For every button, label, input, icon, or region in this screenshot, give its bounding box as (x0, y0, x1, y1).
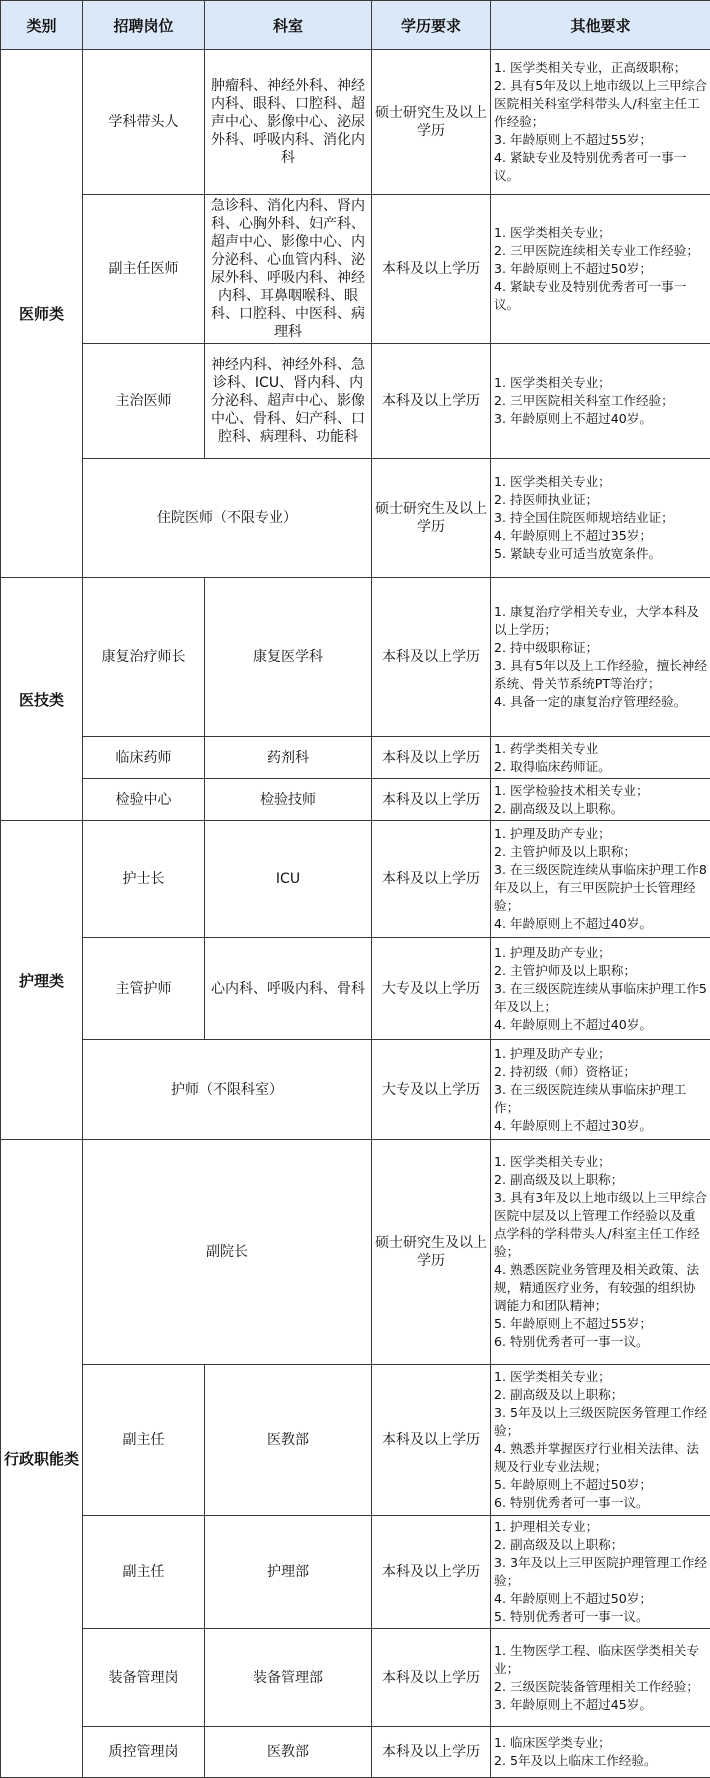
table-row (1, 459, 710, 578)
requirement-item: 1. 医学检验技术相关专业； (494, 782, 707, 800)
department-cell: 药剂科 (205, 737, 372, 779)
requirement-item: 1. 临床医学类专业； (494, 1734, 707, 1752)
position-cell: 主管护师 (83, 938, 205, 1040)
requirement-item: 1. 医学类相关专业； (494, 224, 707, 242)
position-cell: 副院长 (83, 1140, 372, 1365)
education-cell: 本科及以上学历 (372, 1365, 491, 1516)
position-cell: 住院医师（不限专业） (83, 459, 372, 578)
education-cell: 本科及以上学历 (372, 195, 491, 344)
requirement-item: 4. 紧缺专业及特别优秀者可一事一议。 (494, 278, 707, 314)
education-cell: 硕士研究生及以上学历 (372, 1140, 491, 1365)
requirement-item: 3. 持全国住院医师规培结业证； (494, 509, 707, 527)
position-cell: 副主任 (83, 1365, 205, 1516)
requirement-item: 2. 主管护师及以上职称； (494, 962, 707, 980)
education-cell: 本科及以上学历 (372, 1727, 491, 1778)
table-row (1, 779, 710, 821)
position-cell: 学科带头人 (83, 50, 205, 195)
requirement-item: 3. 具有5年以及上工作经验，擅长神经系统、骨关节系统PT等治疗； (494, 657, 707, 693)
department-cell: 康复医学科 (205, 578, 372, 737)
position-cell: 主治医师 (83, 344, 205, 459)
table-row (1, 1365, 710, 1516)
header-requirements: 其他要求 (491, 1, 710, 50)
position-cell: 护士长 (83, 821, 205, 938)
requirement-item: 5. 紧缺专业可适当放宽条件。 (494, 545, 707, 563)
requirement-item: 2. 三甲医院连续相关专业工作经验； (494, 242, 707, 260)
requirement-item: 2. 三甲医院相关科室工作经验； (494, 392, 707, 410)
requirements-cell (491, 737, 710, 779)
requirement-item: 2. 副高级及以上职称。 (494, 800, 707, 818)
header-position: 招聘岗位 (83, 1, 205, 50)
education-cell: 大专及以上学历 (372, 938, 491, 1040)
requirements-cell (491, 50, 710, 195)
requirement-item: 2. 副高级及以上职称； (494, 1536, 707, 1554)
requirements-cell (491, 1040, 710, 1140)
requirement-item: 4. 紧缺专业及特别优秀者可一事一议。 (494, 149, 707, 185)
requirement-item: 1. 护理及助产专业； (494, 944, 707, 962)
requirement-item: 4. 年龄原则上不超过35岁； (494, 527, 707, 545)
requirement-item: 4. 具备一定的康复治疗管理经验。 (494, 693, 707, 711)
category-tech: 医技类 (1, 578, 83, 821)
requirement-item: 1. 护理及助产专业； (494, 825, 707, 843)
education-cell: 硕士研究生及以上学历 (372, 50, 491, 195)
table-row (1, 344, 710, 459)
table-row (1, 1727, 710, 1778)
requirement-item: 3. 3年及以上三甲医院护理管理工作经验； (494, 1554, 707, 1590)
requirements-cell (491, 1140, 710, 1365)
education-cell: 本科及以上学历 (372, 821, 491, 938)
requirements-cell (491, 459, 710, 578)
requirements-cell (491, 779, 710, 821)
department-cell: 神经内科、神经外科、急诊科、ICU、肾内科、内分泌科、超声中心、影像中心、骨科、妇产科、口腔科、病理科、功能科 (205, 344, 372, 459)
education-cell: 本科及以上学历 (372, 779, 491, 821)
requirements-cell (491, 1516, 710, 1629)
requirement-item: 1. 医学类相关专业，正高级职称； (494, 59, 707, 77)
requirement-item: 4. 年龄原则上不超过30岁。 (494, 1117, 707, 1135)
table-row (1, 50, 710, 195)
header-row (1, 1, 710, 50)
requirement-item: 2. 副高级及以上职称； (494, 1171, 707, 1189)
position-cell: 检验中心 (83, 779, 205, 821)
requirements-cell (491, 821, 710, 938)
requirement-item: 1. 护理相关专业； (494, 1518, 707, 1536)
requirement-item: 4. 熟悉并掌握医疗行业相关法律、法规及行业专业法规； (494, 1440, 707, 1476)
requirements-cell (491, 578, 710, 737)
education-cell: 本科及以上学历 (372, 1516, 491, 1629)
department-cell: 装备管理部 (205, 1629, 372, 1727)
requirement-item: 5. 年龄原则上不超过55岁； (494, 1315, 707, 1333)
department-cell: 医教部 (205, 1365, 372, 1516)
requirement-item: 2. 副高级及以上职称； (494, 1386, 707, 1404)
requirement-item: 3. 在三级医院连续从事临床护理工作； (494, 1081, 707, 1117)
requirement-item: 1. 护理及助产专业； (494, 1045, 707, 1063)
header-education: 学历要求 (372, 1, 491, 50)
requirement-item: 5. 年龄原则上不超过50岁； (494, 1476, 707, 1494)
requirements-cell (491, 344, 710, 459)
category-doctor: 医师类 (1, 50, 83, 578)
requirement-item: 5. 特别优秀者可一事一议。 (494, 1608, 707, 1626)
requirement-item: 3. 在三级医院连续从事临床护理工作5年及以上； (494, 980, 707, 1016)
table-row (1, 938, 710, 1040)
requirement-item: 2. 持中级职称证； (494, 639, 707, 657)
table-row (1, 578, 710, 737)
requirement-item: 6. 特别优秀者可一事一议。 (494, 1333, 707, 1351)
category-admin: 行政职能类 (1, 1140, 83, 1778)
table-row (1, 1040, 710, 1140)
position-cell: 康复治疗师长 (83, 578, 205, 737)
position-cell: 临床药师 (83, 737, 205, 779)
requirement-item: 2. 5年及以上临床工作经验。 (494, 1752, 707, 1770)
department-cell: ICU (205, 821, 372, 938)
requirement-item: 2. 取得临床药师证。 (494, 758, 707, 776)
requirement-item: 1. 医学类相关专业； (494, 1368, 707, 1386)
requirement-item: 2. 具有5年及以上地市级以上三甲综合医院相关科室学科带头人/科室主任工作经验； (494, 77, 707, 131)
requirement-item: 3. 年龄原则上不超过45岁。 (494, 1696, 707, 1714)
requirement-item: 6. 特别优秀者可一事一议。 (494, 1494, 707, 1512)
requirements-cell (491, 1365, 710, 1516)
requirement-item: 2. 持医师执业证； (494, 491, 707, 509)
education-cell: 硕士研究生及以上学历 (372, 459, 491, 578)
requirement-item: 3. 年龄原则上不超过55岁； (494, 131, 707, 149)
position-cell: 装备管理岗 (83, 1629, 205, 1727)
header-category: 类别 (1, 1, 83, 50)
department-cell: 护理部 (205, 1516, 372, 1629)
table-row (1, 821, 710, 938)
table-row (1, 1629, 710, 1727)
requirement-item: 1. 医学类相关专业； (494, 1153, 707, 1171)
requirement-item: 4. 熟悉医院业务管理及相关政策、法规，精通医疗业务，有较强的组织协调能力和团队精神； (494, 1261, 707, 1315)
table-row (1, 1516, 710, 1629)
education-cell: 本科及以上学历 (372, 1629, 491, 1727)
requirements-cell (491, 1629, 710, 1727)
requirement-item: 4. 年龄原则上不超过40岁。 (494, 915, 707, 933)
requirement-item: 3. 具有3年及以上地市级以上三甲综合医院中层及以上管理工作经验以及重点学科的学科带头人/科室主任工作经验； (494, 1189, 707, 1261)
requirement-item: 2. 主管护师及以上职称； (494, 843, 707, 861)
requirement-item: 1. 康复治疗学相关专业，大学本科及以上学历； (494, 603, 707, 639)
education-cell: 本科及以上学历 (372, 344, 491, 459)
education-cell: 本科及以上学历 (372, 578, 491, 737)
requirements-cell (491, 938, 710, 1040)
position-cell: 副主任医师 (83, 195, 205, 344)
table-row (1, 1140, 710, 1365)
requirement-item: 4. 年龄原则上不超过50岁； (494, 1590, 707, 1608)
requirements-cell (491, 1727, 710, 1778)
header-department: 科室 (205, 1, 372, 50)
requirement-item: 3. 5年及以上三级医院医务管理工作经验； (494, 1404, 707, 1440)
department-cell: 急诊科、消化内科、肾内科、心胸外科、妇产科、超声中心、影像中心、内分泌科、心血管内科、泌尿外科、呼吸内科、神经内科、耳鼻咽喉科、眼科、口腔科、中医科、病理科 (205, 195, 372, 344)
requirement-item: 1. 医学类相关专业； (494, 374, 707, 392)
position-cell: 护师（不限科室） (83, 1040, 372, 1140)
requirement-item: 1. 医学类相关专业； (494, 473, 707, 491)
department-cell: 医教部 (205, 1727, 372, 1778)
education-cell: 本科及以上学历 (372, 737, 491, 779)
table-row (1, 195, 710, 344)
requirement-item: 3. 在三级医院连续从事临床护理工作8年及以上，有三甲医院护士长管理经验； (494, 861, 707, 915)
category-nursing: 护理类 (1, 821, 83, 1140)
requirement-item: 3. 年龄原则上不超过40岁。 (494, 410, 707, 428)
department-cell: 肿瘤科、神经外科、神经内科、眼科、口腔科、超声中心、影像中心、泌尿外科、呼吸内科、消化内科 (205, 50, 372, 195)
requirement-item: 1. 药学类相关专业 (494, 740, 707, 758)
education-cell: 大专及以上学历 (372, 1040, 491, 1140)
requirement-item: 4. 年龄原则上不超过40岁。 (494, 1016, 707, 1034)
table-row (1, 737, 710, 779)
department-cell: 心内科、呼吸内科、骨科 (205, 938, 372, 1040)
requirement-item: 2. 三级医院装备管理相关工作经验； (494, 1678, 707, 1696)
requirement-item: 3. 年龄原则上不超过50岁； (494, 260, 707, 278)
requirements-cell (491, 195, 710, 344)
department-cell: 检验技师 (205, 779, 372, 821)
position-cell: 副主任 (83, 1516, 205, 1629)
requirement-item: 1. 生物医学工程、临床医学类相关专业； (494, 1642, 707, 1678)
requirement-item: 2. 持初级（师）资格证； (494, 1063, 707, 1081)
position-cell: 质控管理岗 (83, 1727, 205, 1778)
